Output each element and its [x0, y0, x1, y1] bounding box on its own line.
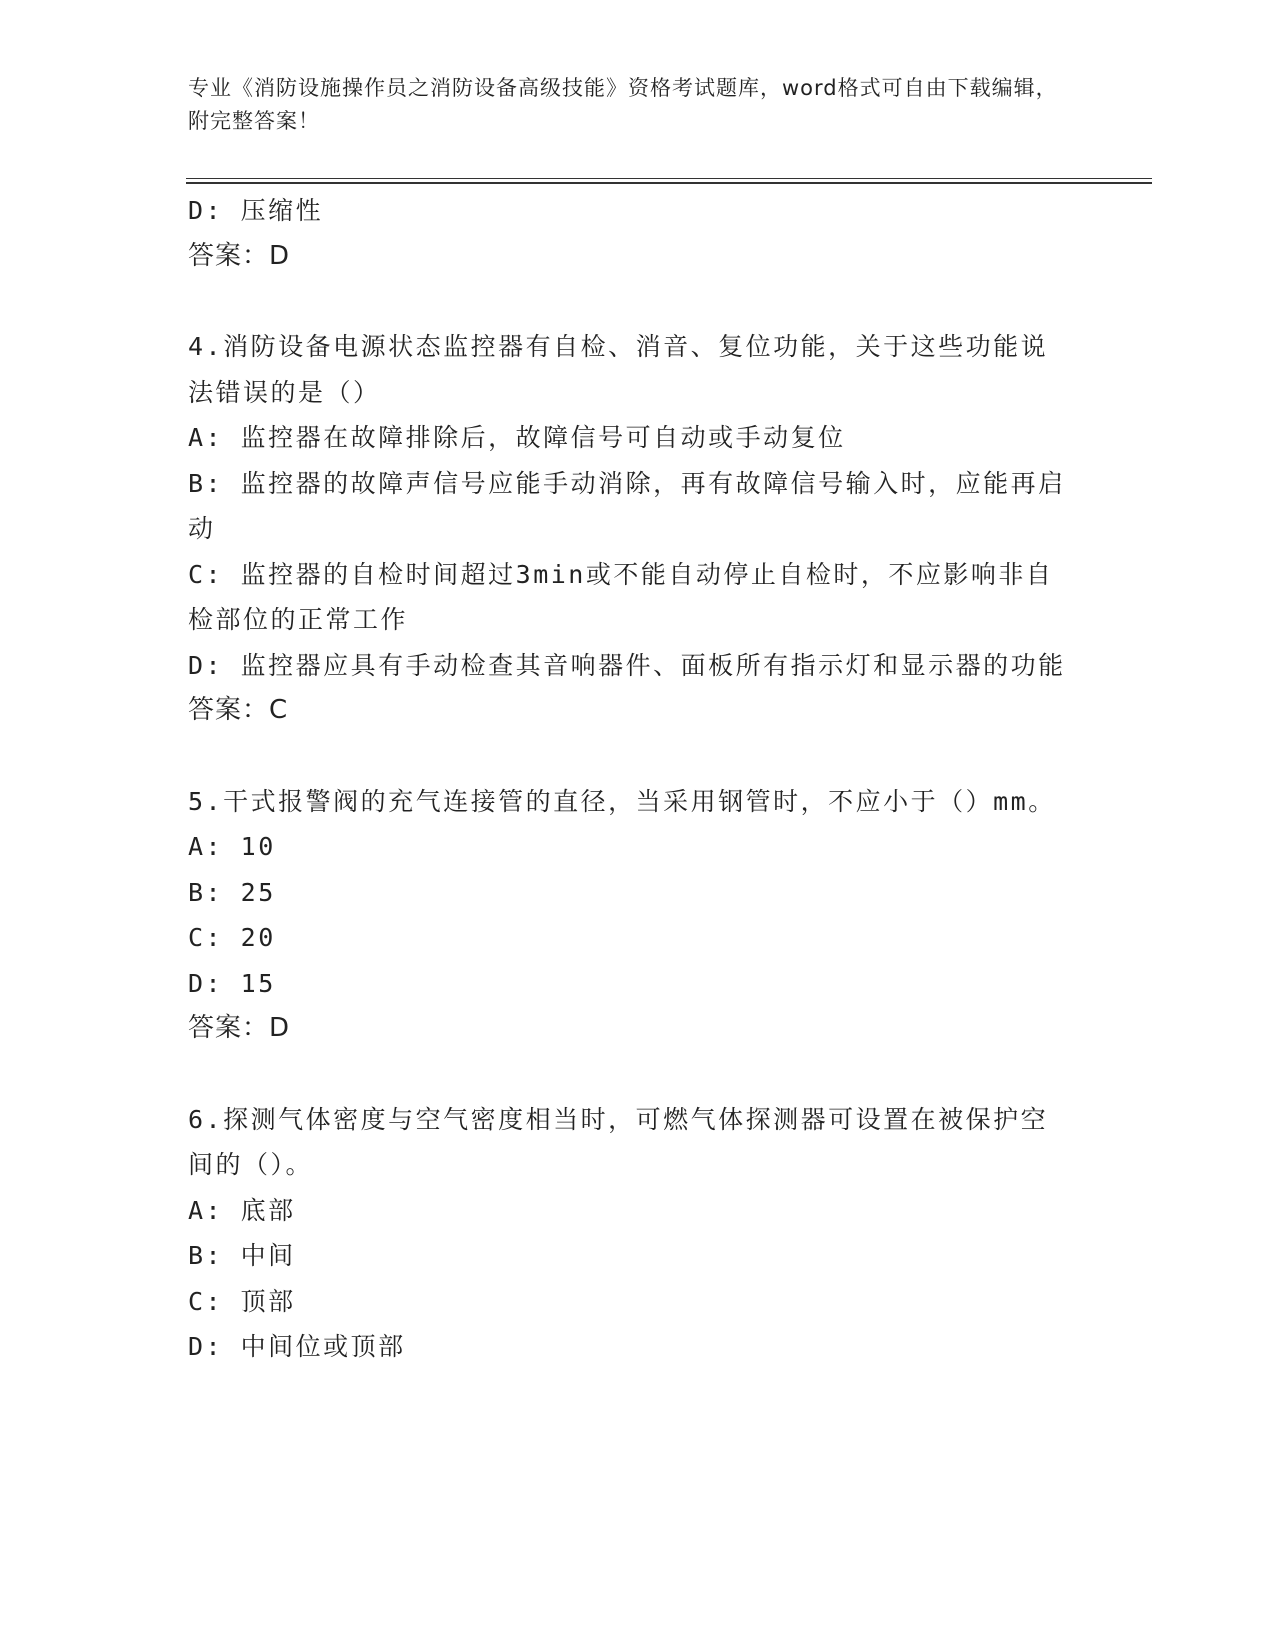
option-a: A: 10: [188, 832, 276, 861]
spacer: [188, 1052, 1088, 1097]
question-6: [188, 1097, 1088, 1370]
option-c: C: 顶部: [188, 1286, 296, 1316]
option-a: A: 监控器在故障排除后，故障信号可自动或手动复位: [188, 423, 846, 452]
question-stem: 6.探测气体密度与空气密度相当时，可燃气体探测器可设置在被保护空间的（）。: [188, 1104, 1049, 1179]
spacer: [188, 734, 1088, 779]
question-stem: 5.干式报警阀的充气连接管的直径，当采用钢管时，不应小于（）mm。: [188, 786, 1056, 816]
answer: 答案：C: [188, 695, 289, 725]
option-c: C: 监控器的自检时间超过3min或不能自动停止自检时，不应影响非自检部位的正常工作: [188, 559, 1054, 634]
option-d: D: 监控器应具有手动检查其音响器件、面板所有指示灯和显示器的功能: [188, 650, 1066, 680]
spacer: [188, 279, 1088, 324]
question-content: [188, 188, 1088, 1370]
question-stem: 4.消防设备电源状态监控器有自检、消音、复位功能，关于这些功能说法错误的是（）: [188, 332, 1049, 407]
option-c: C: 20: [188, 923, 276, 952]
answer-prev: 答案：D: [188, 240, 291, 271]
question-5: [188, 779, 1088, 1052]
document-header: 专业《消防设施操作员之消防设备高级技能》资格考试题库，word格式可自由下载编辑，附完整答案！: [188, 76, 1058, 133]
option-b: B: 中间: [188, 1241, 296, 1270]
option-d: D: 中间位或顶部: [188, 1332, 406, 1361]
option-a: A: 底部: [188, 1195, 296, 1225]
header-divider-thick: [186, 182, 1152, 184]
option-b: B: 25: [188, 877, 276, 907]
option-b: B: 监控器的故障声信号应能手动消除，再有故障信号输入时，应能再启动: [188, 468, 1066, 543]
question-4: [188, 324, 1088, 734]
answer: 答案：D: [188, 1013, 291, 1043]
header-divider-thin: [186, 178, 1152, 179]
option-d-prev: D: 压缩性: [188, 196, 324, 225]
option-d: D: 15: [188, 968, 276, 998]
